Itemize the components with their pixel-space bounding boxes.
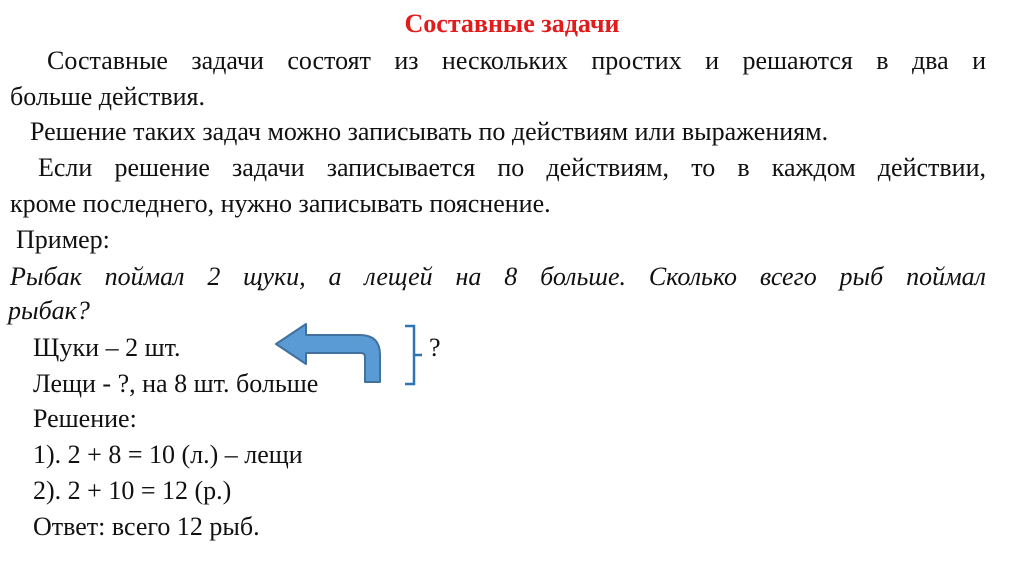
paragraph-1-line-2: больше действия. xyxy=(10,82,206,111)
example-label: Пример: xyxy=(16,225,110,254)
paragraph-2: Решение таких задач можно записывать по действиям или выражениям. xyxy=(30,117,829,146)
condition-diagram xyxy=(272,322,452,392)
condition-pike: Щуки – 2 шт. xyxy=(33,333,181,362)
problem-line-1: Рыбак поймал 2 щуки, а лещей на 8 больше. Сколько всего рыб поймал xyxy=(10,262,986,291)
condition-bream: Лещи - ?, на 8 шт. больше xyxy=(33,369,319,398)
answer: Ответ: всего 12 рыб. xyxy=(33,512,260,541)
right-brace-icon xyxy=(405,326,422,384)
solution-step-1: 1). 2 + 8 = 10 (л.) – лещи xyxy=(33,440,303,469)
curved-arrow-icon xyxy=(276,324,380,382)
paragraph-3-line-1: Если решение задачи записывается по действиям, то в каждом действии, xyxy=(38,153,986,182)
solution-step-2: 2). 2 + 10 = 12 (р.) xyxy=(33,476,232,505)
paragraph-3-line-2: кроме последнего, нужно записывать пояснение. xyxy=(10,189,551,218)
question-mark: ? xyxy=(429,333,441,362)
problem-line-2: рыбак? xyxy=(8,296,90,325)
page-title: Составные задачи xyxy=(404,9,620,38)
paragraph-1-line-1: Составные задачи состоят из нескольких простих и решаются в два и xyxy=(47,46,986,75)
solution-label: Решение: xyxy=(33,404,137,433)
